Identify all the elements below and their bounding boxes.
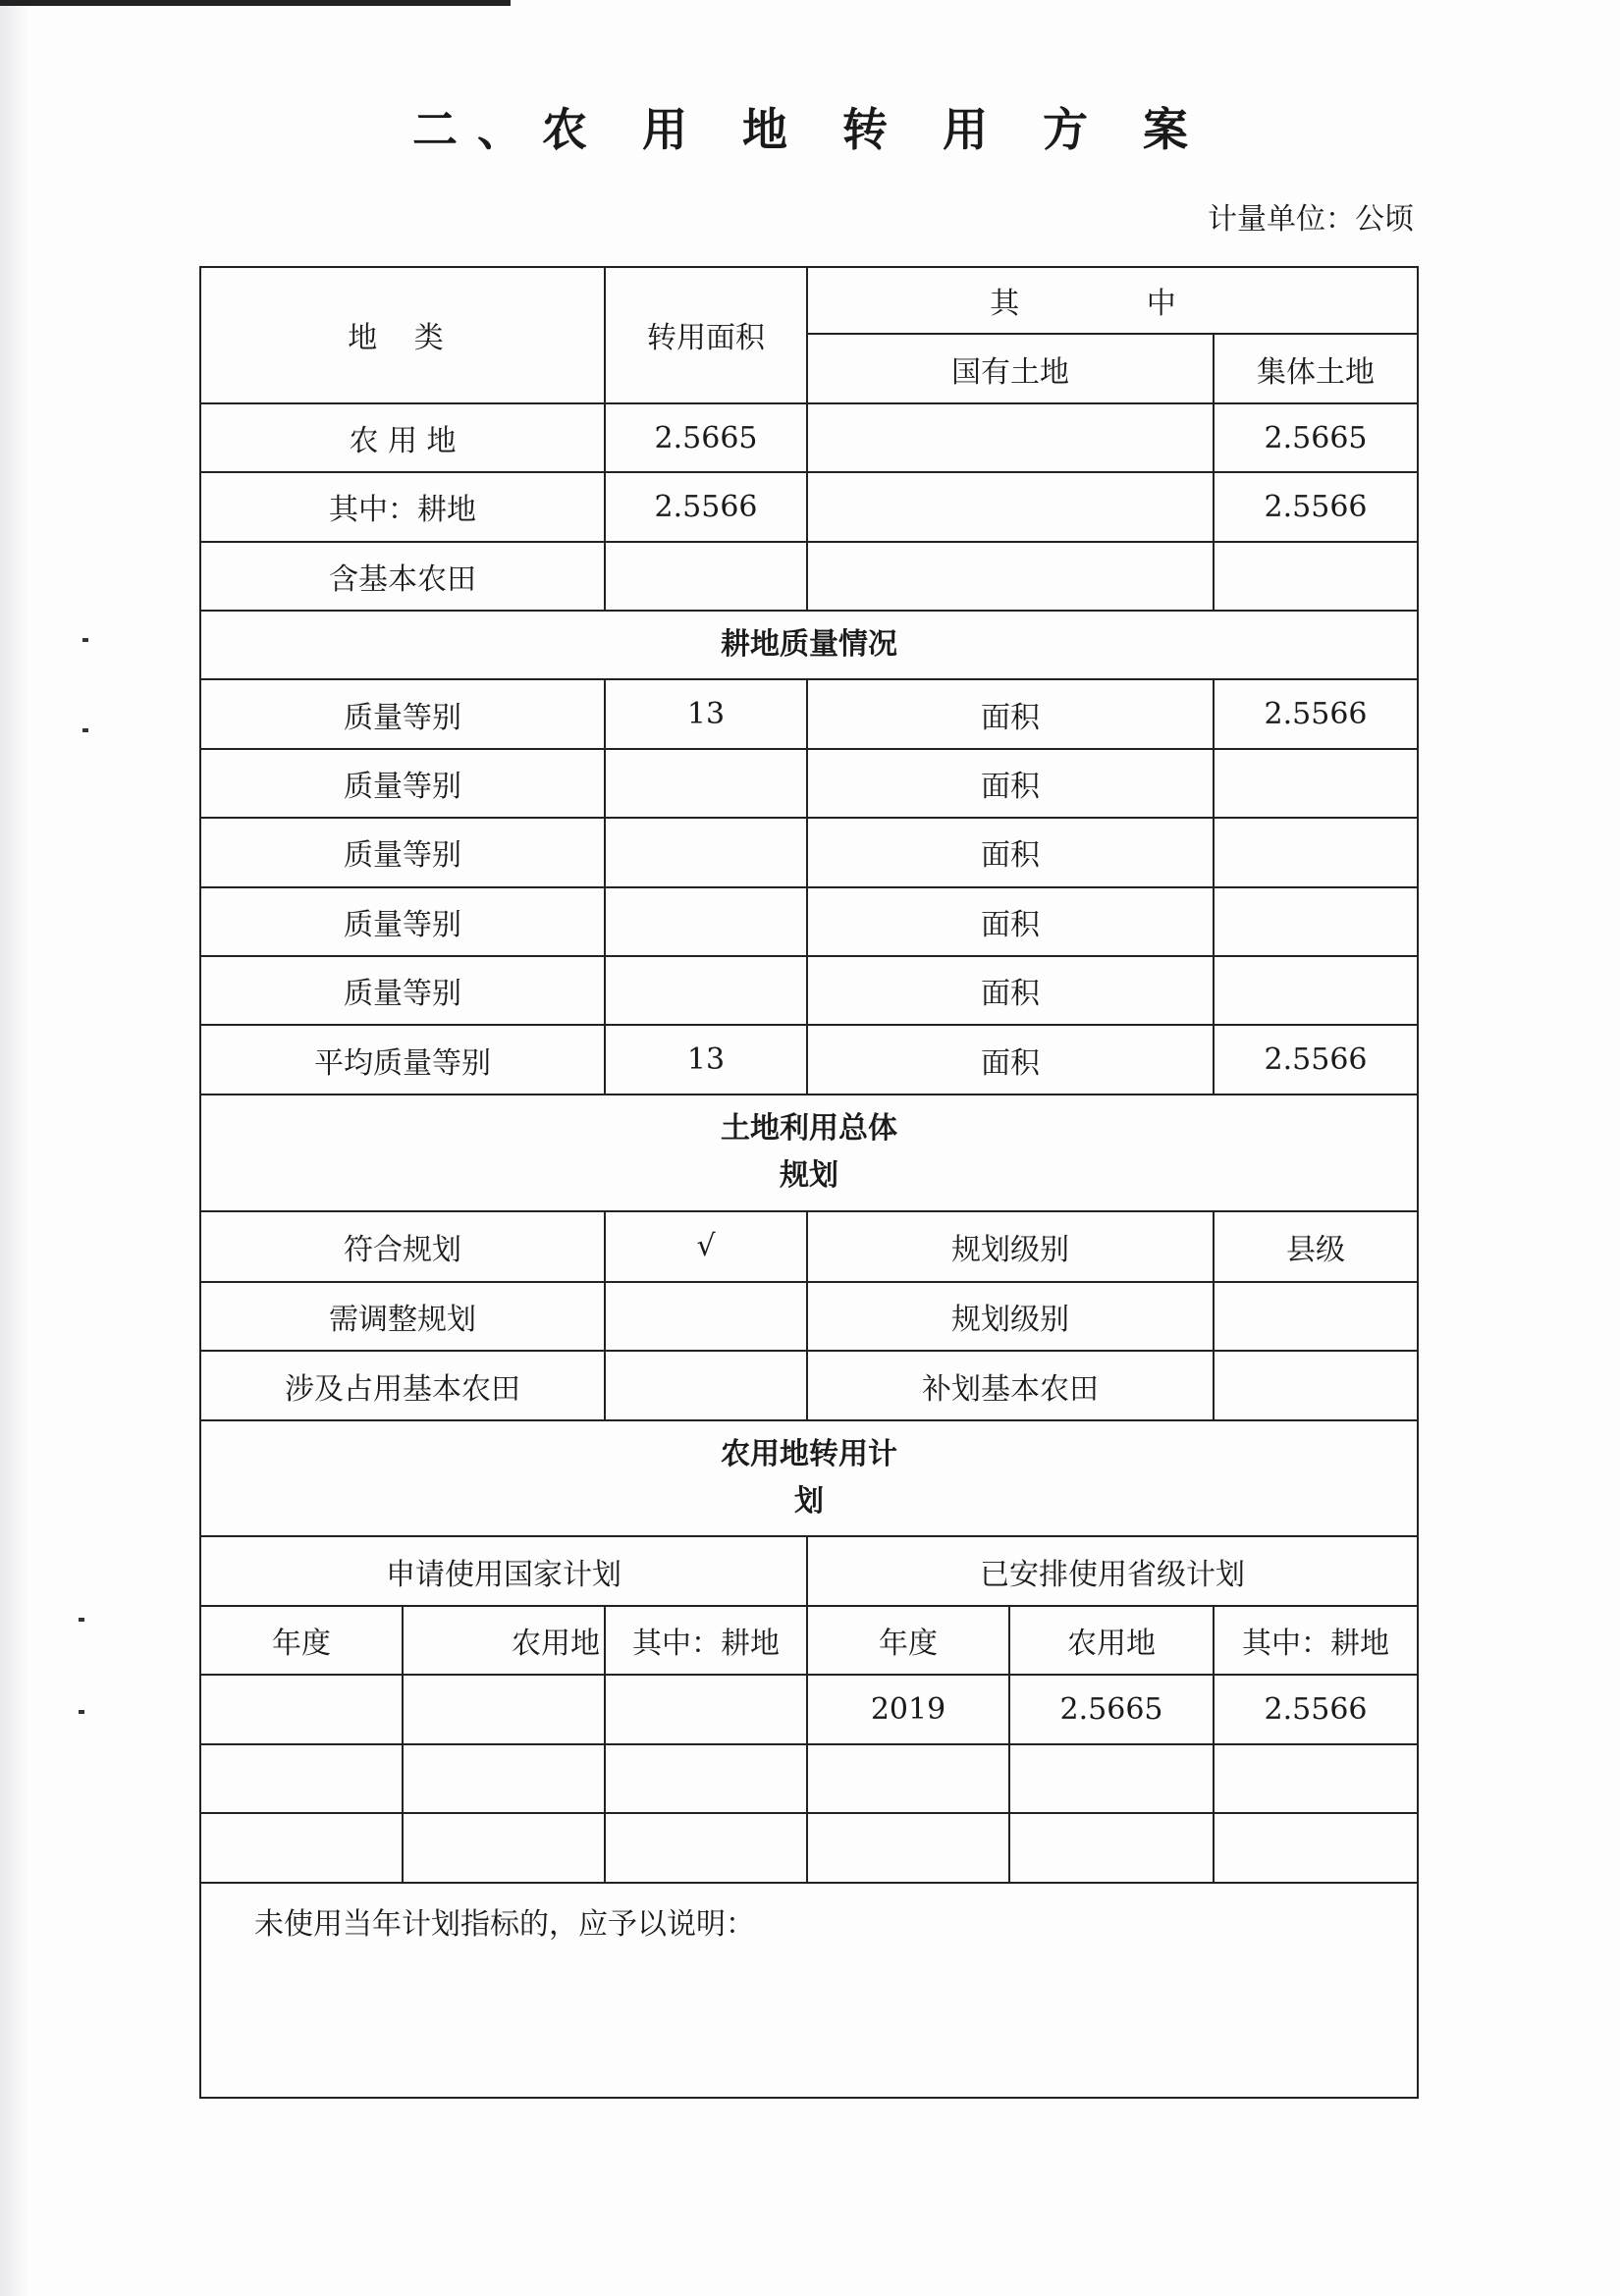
table-row xyxy=(200,403,1418,472)
table-row xyxy=(200,749,1418,818)
land-row-state xyxy=(807,472,1214,541)
table-row xyxy=(200,679,1418,748)
plan-cell xyxy=(403,1744,605,1813)
table-row xyxy=(200,956,1418,1025)
table-row xyxy=(200,1675,1418,1743)
land-row-collective: 2.5566 xyxy=(1214,472,1418,541)
quality-area xyxy=(1214,749,1418,818)
plan-section-title xyxy=(200,1420,1418,1537)
table-row xyxy=(200,1282,1418,1351)
quality-grade xyxy=(605,818,807,886)
header-of-which: 其 中 xyxy=(807,267,1418,334)
plan-col-year: 年度 xyxy=(200,1606,403,1675)
planning-label: 涉及占用基本农田 xyxy=(200,1351,605,1419)
plan-cell xyxy=(807,1744,1009,1813)
quality-label: 平均质量等别 xyxy=(200,1025,605,1094)
quality-section-title: 耕地质量情况 xyxy=(200,611,1418,679)
table-row xyxy=(200,1351,1418,1419)
quality-grade: 13 xyxy=(605,679,807,748)
header-converted-area: 转用面积 xyxy=(605,267,807,403)
land-row-label: 农 用 地 xyxy=(200,403,605,472)
table-row xyxy=(200,1211,1418,1282)
quality-area-label: 面积 xyxy=(807,818,1214,886)
quality-label: 质量等别 xyxy=(200,749,605,818)
plan-col-farmland: 农用地 xyxy=(1009,1606,1214,1675)
provincial-plan-header: 已安排使用省级计划 xyxy=(807,1536,1418,1605)
plan-col-farmland: 农用地 xyxy=(403,1606,605,1675)
quality-grade xyxy=(605,956,807,1025)
plan-col-cultivated: 其中：耕地 xyxy=(605,1606,807,1675)
planning-label: 符合规划 xyxy=(200,1211,605,1282)
header-state-land: 国有土地 xyxy=(807,334,1214,402)
land-row-state xyxy=(807,542,1214,611)
plan-cell xyxy=(200,1813,403,1882)
table-row xyxy=(200,818,1418,886)
planning-level-label: 补划基本农田 xyxy=(807,1351,1214,1419)
quality-area xyxy=(1214,956,1418,1025)
planning-value: √ xyxy=(605,1211,807,1282)
plan-cell xyxy=(807,1813,1009,1882)
land-row-label: 含基本农田 xyxy=(200,542,605,611)
national-plan-header: 申请使用国家计划 xyxy=(200,1536,807,1605)
planning-level: 县级 xyxy=(1214,1211,1418,1282)
header-collective-land: 集体土地 xyxy=(1214,334,1418,402)
planning-level-label: 规划级别 xyxy=(807,1211,1214,1282)
quality-grade: 13 xyxy=(605,1025,807,1094)
quality-label: 质量等别 xyxy=(200,679,605,748)
planning-label: 需调整规划 xyxy=(200,1282,605,1351)
quality-area-label: 面积 xyxy=(807,1025,1214,1094)
planning-value xyxy=(605,1351,807,1419)
plan-cell xyxy=(403,1675,605,1743)
quality-label: 质量等别 xyxy=(200,818,605,886)
quality-area-label: 面积 xyxy=(807,679,1214,748)
table-row xyxy=(200,472,1418,541)
quality-area-label: 面积 xyxy=(807,887,1214,956)
plan-cell xyxy=(200,1744,403,1813)
scan-edge-shadow xyxy=(0,0,29,2296)
plan-cell xyxy=(1214,1744,1418,1813)
quality-area-label: 面积 xyxy=(807,956,1214,1025)
plan-cell xyxy=(1214,1813,1418,1882)
plan-cell xyxy=(605,1675,807,1743)
unit-label: 计量单位：公顷 xyxy=(1208,202,1414,237)
quality-label: 质量等别 xyxy=(200,887,605,956)
quality-area: 2.5566 xyxy=(1214,1025,1418,1094)
plan-cell xyxy=(1009,1813,1214,1882)
planning-title-line2: 规划 xyxy=(780,1158,838,1194)
planning-level xyxy=(1214,1282,1418,1351)
quality-area: 2.5566 xyxy=(1214,679,1418,748)
scan-top-mark xyxy=(0,0,511,6)
land-row-state xyxy=(807,403,1214,472)
land-conversion-table xyxy=(199,266,1419,2099)
quality-area xyxy=(1214,887,1418,956)
land-row-area: 2.5566 xyxy=(605,472,807,541)
planning-title-line1: 土地利用总体 xyxy=(721,1111,897,1147)
quality-grade xyxy=(605,749,807,818)
quality-area-label: 面积 xyxy=(807,749,1214,818)
plan-cell: 2.5566 xyxy=(1214,1675,1418,1743)
plan-title-line1: 农用地转用计 xyxy=(721,1437,897,1472)
plan-col-year: 年度 xyxy=(807,1606,1009,1675)
plan-cell xyxy=(403,1813,605,1882)
planning-section-title xyxy=(200,1095,1418,1211)
planning-value xyxy=(605,1282,807,1351)
quality-area xyxy=(1214,818,1418,886)
plan-col-cultivated: 其中：耕地 xyxy=(1214,1606,1418,1675)
table-row xyxy=(200,1025,1418,1094)
plan-cell xyxy=(605,1744,807,1813)
table-row xyxy=(200,542,1418,611)
planning-level xyxy=(1214,1351,1418,1419)
table-row xyxy=(200,1813,1418,1882)
land-row-collective: 2.5665 xyxy=(1214,403,1418,472)
table-row xyxy=(200,887,1418,956)
plan-cell: 2.5665 xyxy=(1009,1675,1214,1743)
plan-title-line2: 划 xyxy=(794,1484,824,1520)
land-row-collective xyxy=(1214,542,1418,611)
land-row-area: 2.5665 xyxy=(605,403,807,472)
quality-grade xyxy=(605,887,807,956)
plan-cell xyxy=(605,1813,807,1882)
plan-cell: 2019 xyxy=(807,1675,1009,1743)
quality-label: 质量等别 xyxy=(200,956,605,1025)
header-land-type: 地 类 xyxy=(200,267,605,403)
plan-cell xyxy=(200,1675,403,1743)
land-row-label: 其中：耕地 xyxy=(200,472,605,541)
planning-level-label: 规划级别 xyxy=(807,1282,1214,1351)
table-row xyxy=(200,1744,1418,1813)
land-row-area xyxy=(605,542,807,611)
plan-cell xyxy=(1009,1744,1214,1813)
note-explanation: 未使用当年计划指标的，应予以说明： xyxy=(200,1883,1418,2099)
page-title: 二、农 用 地 转 用 方 案 xyxy=(411,103,1209,156)
